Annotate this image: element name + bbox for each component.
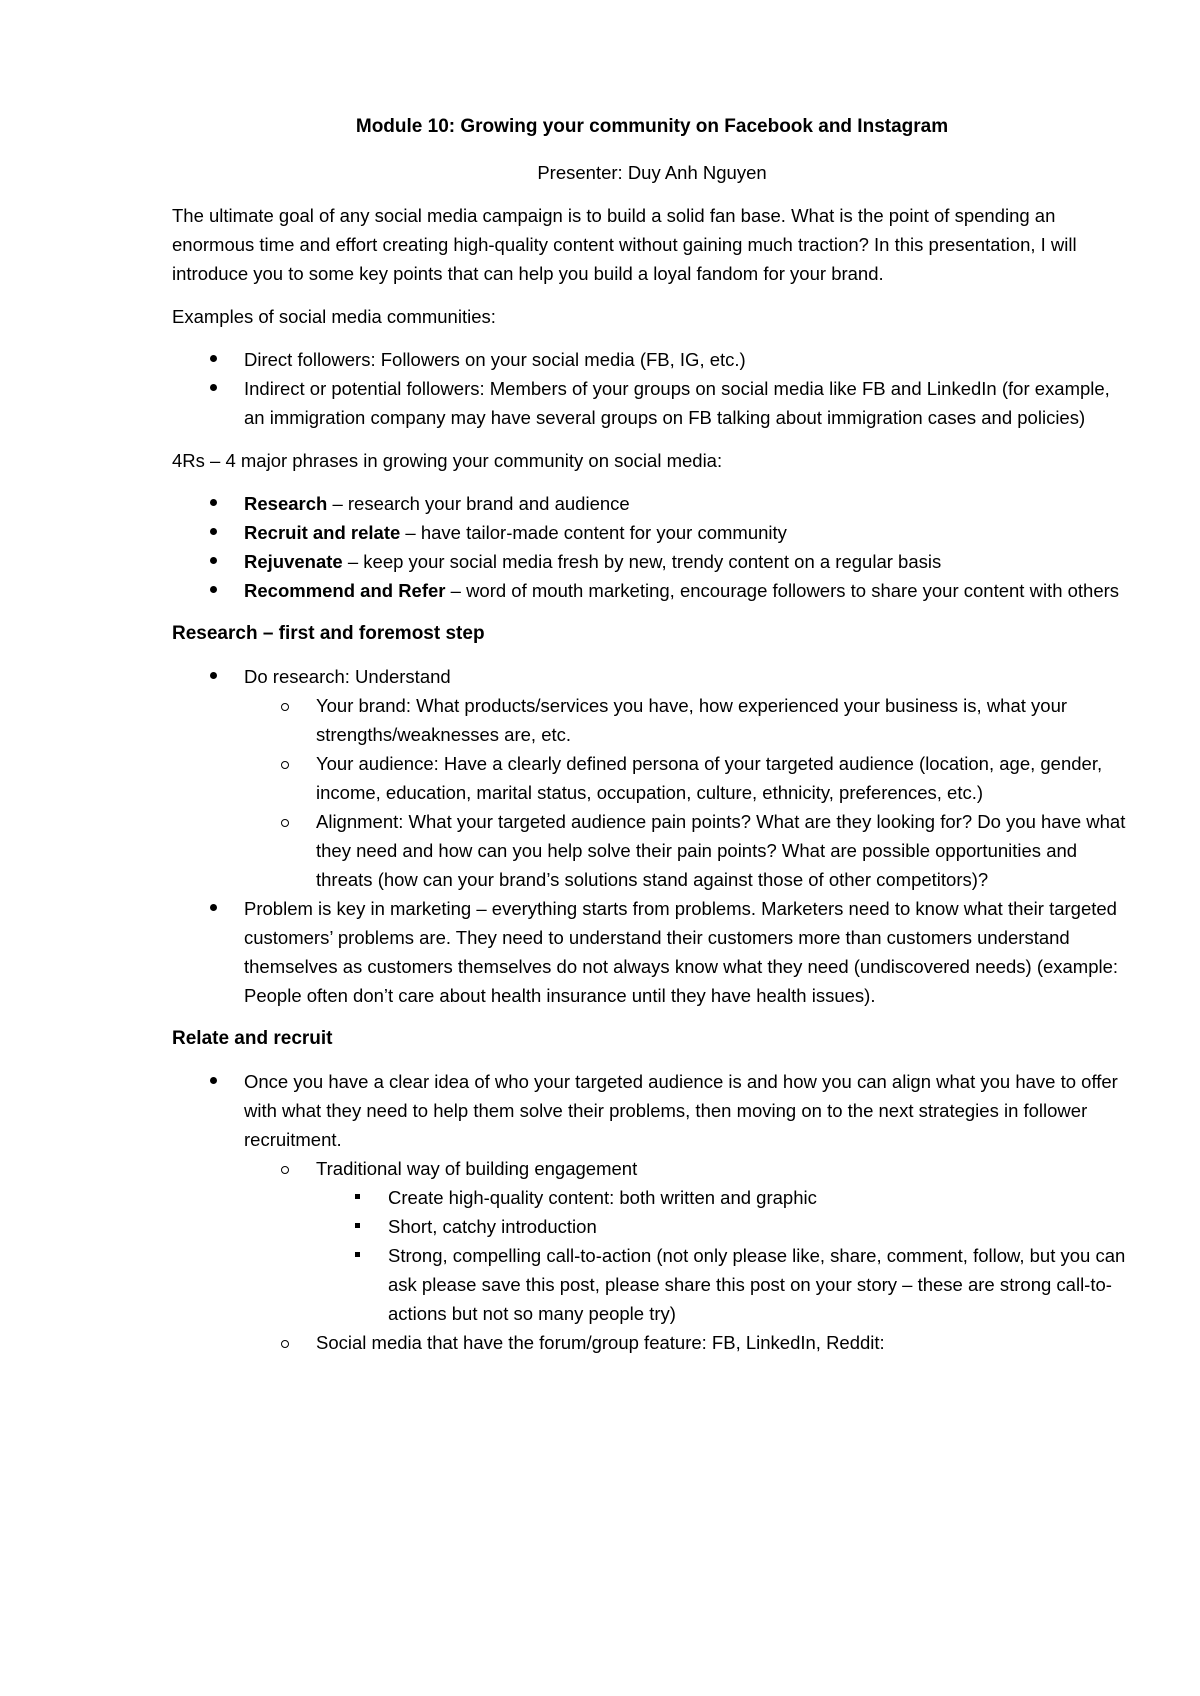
section-heading-research: Research – first and foremost step bbox=[172, 623, 485, 644]
list-item bbox=[172, 1067, 1132, 1357]
presenter-line: Presenter: Duy Anh Nguyen bbox=[537, 162, 767, 183]
term: Recruit and relate bbox=[244, 522, 401, 543]
list-item-text: Traditional way of building engagement bbox=[316, 1158, 638, 1179]
list-item bbox=[244, 691, 1132, 749]
list-item-text: Once you have a clear idea of who your targeted audience is and how you can align what you have to offer with what they need to help them solve their problems, then moving on to the next strategies in follower recruitment. bbox=[244, 1071, 1118, 1150]
term: Research bbox=[244, 493, 328, 514]
examples-heading: Examples of social media communities: bbox=[172, 306, 496, 327]
term: Rejuvenate bbox=[244, 551, 343, 572]
list-item bbox=[244, 807, 1132, 894]
list-item bbox=[316, 1241, 1132, 1328]
research-list bbox=[172, 662, 1132, 1010]
term-description: – word of mouth marketing, encourage followers to share your content with others bbox=[445, 580, 1120, 601]
list-item-text: Indirect or potential followers: Members of your groups on social media like FB and LinkedIn (for example, an immigration company may have several groups on FB talking about immigration cases and policies) bbox=[244, 378, 1110, 428]
fourrs-list bbox=[172, 489, 1132, 605]
list-item bbox=[316, 1212, 1132, 1241]
document-body bbox=[172, 112, 1132, 1371]
list-item-text: Strong, compelling call-to-action (not only please like, share, comment, follow, but you can ask please save this post, please share this post on your story – these are strong call-to-actions but not so many people try) bbox=[388, 1245, 1126, 1324]
examples-list bbox=[172, 345, 1132, 432]
list-item bbox=[244, 749, 1132, 807]
term-description: – keep your social media fresh by new, trendy content on a regular basis bbox=[342, 551, 942, 572]
list-item bbox=[172, 374, 1132, 432]
engagement-sublist bbox=[316, 1183, 1132, 1328]
list-item-text: Do research: Understand bbox=[244, 666, 451, 687]
term-description: – have tailor-made content for your community bbox=[400, 522, 787, 543]
list-item bbox=[172, 894, 1132, 1010]
list-item-text: Alignment: What your targeted audience pain points? What are they looking for? Do you have what they need and how can you help solve their pain points? What are possible opportunities and threats (how can your brand’s solutions stand against those of other competitors)? bbox=[316, 811, 1126, 890]
list-item-text: Your audience: Have a clearly defined persona of your targeted audience (location, age, gender, income, education, marital status, occupation, culture, ethnicity, preferences, etc.) bbox=[316, 753, 1103, 803]
list-item bbox=[172, 576, 1132, 605]
list-item-text: Short, catchy introduction bbox=[388, 1216, 597, 1237]
intro-paragraph: The ultimate goal of any social media campaign is to build a solid fan base. What is the point of spending an enormous time and effort creating high-quality content without gaining much traction? In this presentation, I will introduce you to some key points that can help you build a loyal fandom for your brand. bbox=[172, 205, 1077, 284]
document-title: Module 10: Growing your community on Facebook and Instagram bbox=[355, 116, 949, 137]
list-item bbox=[172, 345, 1132, 374]
section-heading-relate: Relate and recruit bbox=[172, 1028, 333, 1049]
list-item bbox=[244, 1154, 1132, 1328]
research-sublist bbox=[244, 691, 1132, 894]
list-item bbox=[172, 662, 1132, 894]
relate-list bbox=[172, 1067, 1132, 1357]
list-item bbox=[244, 1328, 1132, 1357]
list-item bbox=[172, 518, 1132, 547]
list-item-text: Your brand: What products/services you have, how experienced your business is, what your strengths/weaknesses are, etc. bbox=[316, 695, 1068, 745]
list-item bbox=[316, 1183, 1132, 1212]
list-item-text: Problem is key in marketing – everything starts from problems. Marketers need to know what their targeted customers’ problems are. They need to understand their customers more than customers understand themselves as customers themselves do not always know what they need (undiscovered needs) (example: People often don’t care about health insurance until they have health issues). bbox=[244, 898, 1119, 1006]
list-item-text: Direct followers: Followers on your social media (FB, IG, etc.) bbox=[244, 349, 746, 370]
term: Recommend and Refer bbox=[244, 580, 446, 601]
relate-sublist bbox=[244, 1154, 1132, 1357]
list-item bbox=[172, 489, 1132, 518]
list-item bbox=[172, 547, 1132, 576]
list-item-text: Create high-quality content: both written and graphic bbox=[388, 1187, 817, 1208]
term-description: – research your brand and audience bbox=[327, 493, 630, 514]
list-item-text: Social media that have the forum/group feature: FB, LinkedIn, Reddit: bbox=[316, 1332, 885, 1353]
fourrs-heading: 4Rs – 4 major phrases in growing your community on social media: bbox=[172, 450, 723, 471]
